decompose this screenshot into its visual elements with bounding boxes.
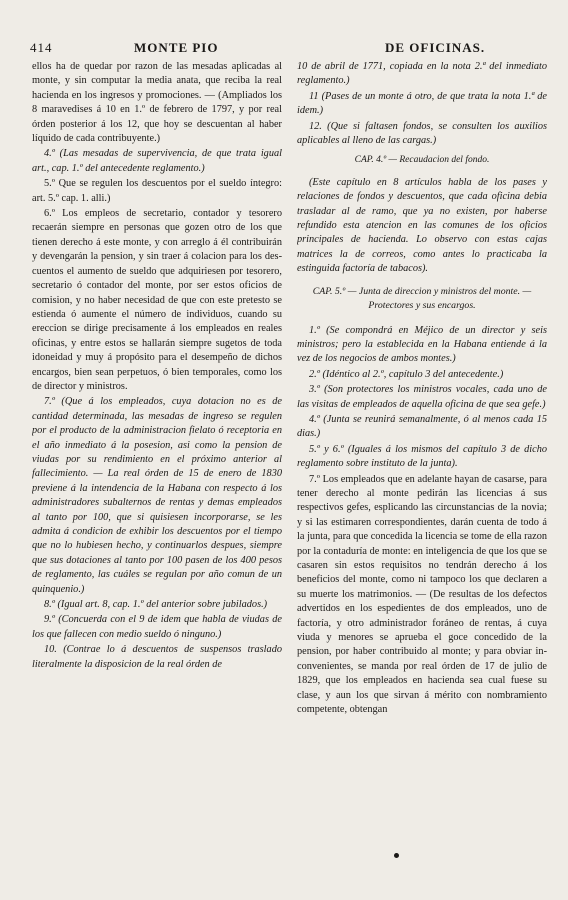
paragraph: 8.º (Igual art. 8, cap. 1.º del anterior sobre jubilados.)	[44, 599, 268, 611]
paragraph: 4.º (Junta se reunirá semanalmente, ó al menos cada 15 dias.)	[297, 413, 547, 440]
paragraph: 12. (Que si faltasen fondos, se consulten los auxilios aplicables al lleno de las cargas.)	[297, 120, 547, 147]
paragraph: 1.º (Se compondrá en Méjico de un director y seis ministros; pero la establecida en la Habana entiende á la vez de los negocios de ambos montes.)	[297, 324, 547, 365]
paragraph: 2.º (Idéntico al 2.º, capítulo 3 del antecedente.)	[309, 368, 504, 380]
chapter-heading-cap5: CAP. 5.º — Junta de direccion y ministros del monte. — Protectores y sus encargos.	[312, 285, 532, 312]
chapter-heading-cap4: CAP. 4.º — Recaudacion del fondo.	[354, 155, 490, 166]
paragraph: 10. (Contrae lo á descuentos de suspensos traslado literalmente la disposicion de la real órden de	[32, 644, 282, 670]
paragraph: 7.º Los empleados que en adelante hayan de casarse, para tener derecho al monte pedirán las licencias á sus respectivos gefes, esplicando las circunstancias de la novia; y si las estimaren correspondientes, darán cuenta de todo á la junta, para que concedida la licencia se tome de ella razon por la contaduría de monte: en inteligencia de que los que se casaren sin estos requisitos no tendrán derecho á los beneficios del monte, como ni tampoco los que declaren a su muerte los matrimonios. — (De resultas de los defectos advertidos en los espedientes de dos empleados, uno de factoría, y otro administrador foráneo de rentas, á cuya viuda y menores se aprueba el goce concedido de la pension, por haber contribuido al monte; y para obviar inconvenientes, se manda por real órden de 17 de julio de 1829, que los empleados en hacienda sea cual fuese su clase, y aun los que sirvan á mérito con nombramiento competente, obtengan	[297, 473, 547, 716]
paragraph: 5.º y 6.º (Iguales á los mismos del capítulo 3 de dicho reglamento sobre instituto de la junta).	[297, 443, 547, 470]
paragraph: 3.º (Son protectores los ministros vocales, cada uno de las visitas de empleados de aquella oficina de que sea gefe.)	[297, 384, 547, 410]
paragraph: 5.º Que se regulen los descuentos por el sueldo íntegro: art. 5.º cap. 1. alli.)	[32, 178, 282, 204]
paragraph: ellos ha de quedar por razon de las mesadas aplicadas al monte, y sin computar la media anata, que reciba la real hacienda en los ingresos y promociones. — (Ampliados los 8 maravedises á 10 en 1.º de febrero de 1797, y por real órden posterior á los 12, que hoy se descuentan al haber líquido de cada contribuyente.)	[32, 61, 282, 145]
paragraph: 11 (Pases de un monte á otro, de que trata la nota 1.ª de idem.)	[297, 90, 547, 117]
header-left-title: MONTE PIO	[134, 40, 219, 55]
right-column	[297, 60, 547, 896]
left-column	[32, 60, 282, 896]
paragraph: 7.º (Que á los empleados, cuya dotacion no es de cantidad determinada, las mesadas de ingreso se regulen por el producto de la administracion fielato ó receptoria en el año inmediato á la posesion, asi como la pension de viudas por su rendimiento en el próximo anterior al fallecimiento. — La real órden de 15 de enero de 1830 previene á la intendencia de la Habana con respecto á los administradores subalternos de rentas y demas empleados al tanto por 100, que si quisiesen incorporarse, se les admita á condicion de exhibir los descuentos por el tiempo que no lo hubiesen hecho, y continuarlos despues, siempre que sus dotaciones al tanto por 100 pasen de los 400 pesos de reglamento, las cuáles se regulan por año comun de un quinquenio.)	[32, 396, 282, 595]
paragraph: 4.º (Las mesadas de supervivencia, de que trata igual art., cap. 1.º del antecedente reglamento.)	[32, 148, 282, 174]
paragraph: 9.º (Concuerda con el 9 de idem que habla de viudas de los que fallecen con medio sueldo ó ninguno.)	[32, 614, 282, 640]
running-header	[30, 40, 550, 58]
paragraph: 10 de abril de 1771, copiada en la nota 2.ª del inmediato reglamento.)	[297, 61, 547, 87]
header-right-title: DE OFICINAS.	[385, 40, 486, 55]
paragraph: (Este capítulo en 8 artículos habla de los pases y relaciones de fondos y descuentos, que cada oficina debia trasladar al de ramo, que ya no existen, por haberse refundido esta atencion en las comunes de los oficios principales de hacienda. Lo observo con estas cajas matrices la de correos, como antes lo practicaba la estinguida factoría de tabacos).	[297, 176, 547, 275]
page-number: 414	[30, 40, 53, 55]
paragraph: 6.º Los empleos de secretario, contador y tesorero recaerán siempre en personas que gozen otro de los que tienen derecho á este monte, y con arreglo á él contribuirán y devengarán la pension, y sin traer á colacion para los descuentos el aumento de sueldo que adquiriesen por tesorero, secretario ó contador del monte, por ser estos oficios de comision, y no haber necesidad de que con este pretesto se estienda ó aumente el número de individuos, cuando su ereccion se dirige precisamente á los empleados en reales oficinas, y entre estos se hallarán siempre sugetos de toda idoneidad y muy á propósito para el desempeño de dichos encargos, bien sean perpetuos, ó bien temporales, como los de director y ministros.	[32, 208, 282, 392]
ink-spot	[394, 853, 399, 858]
